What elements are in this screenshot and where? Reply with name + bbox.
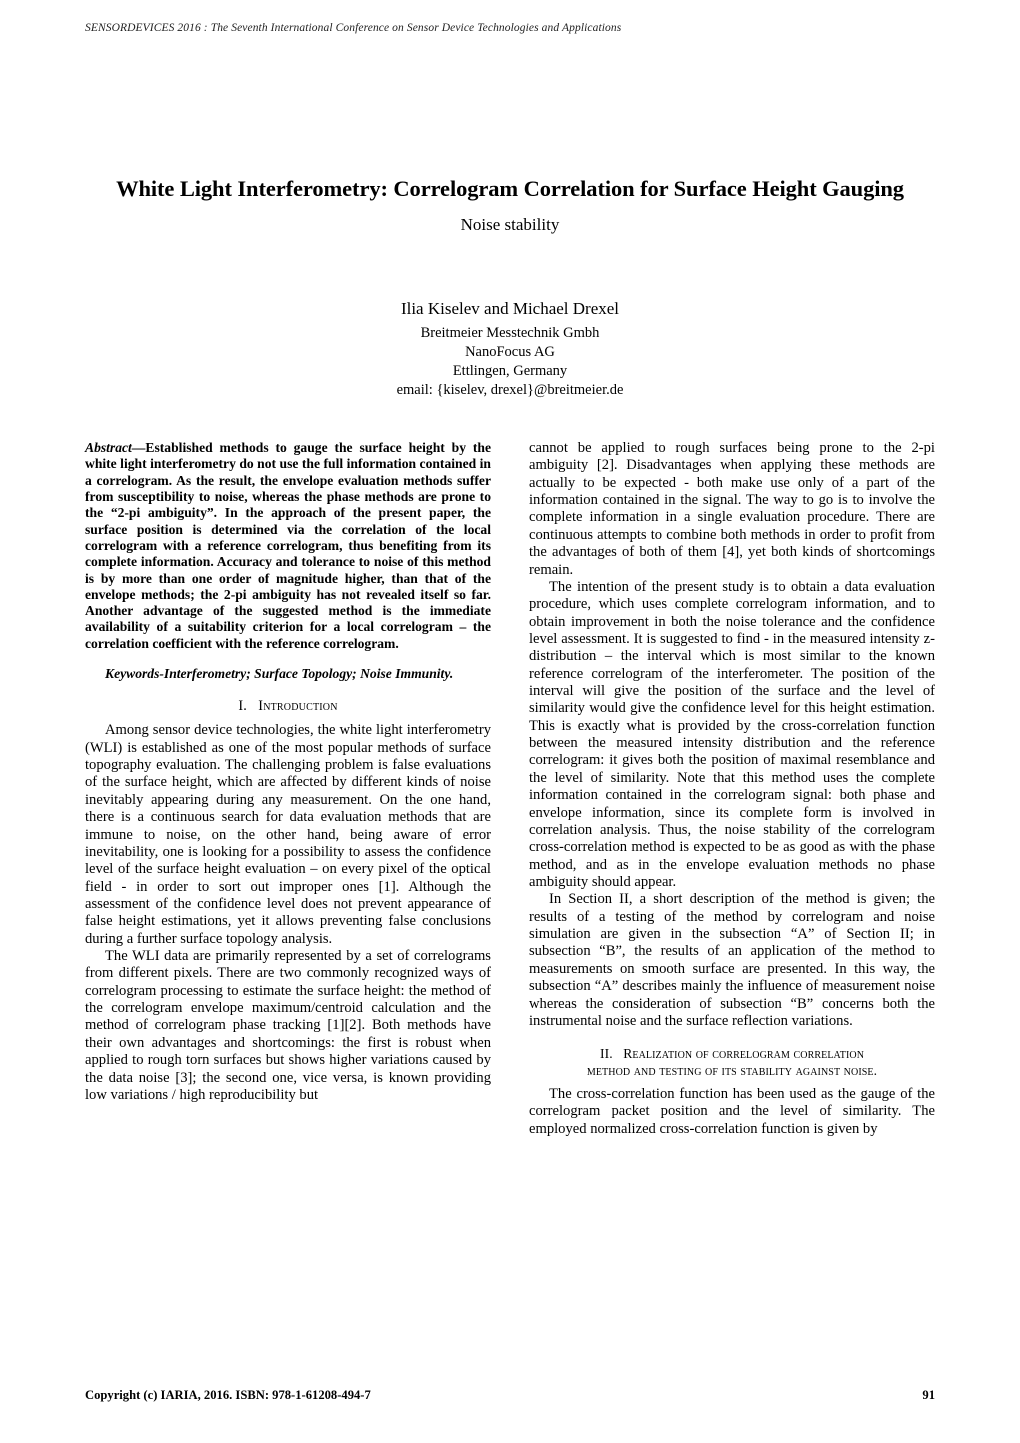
section-heading-realization	[529, 1046, 935, 1079]
running-header: SENSORDEVICES 2016 : The Seventh International Conference on Sensor Device Technologies and Applications	[85, 22, 622, 34]
abstract-label: Abstract—	[85, 440, 146, 455]
footer-copyright: Copyright (c) IARIA, 2016. ISBN: 978-1-61208-494-7	[85, 1388, 371, 1402]
abstract-paragraph	[85, 440, 491, 652]
affiliation-line-1: Breitmeier Messtechnik Gmbh	[420, 324, 600, 341]
intro-paragraph-2: The WLI data are primarily represented by a set of correlograms from different pixels. There are two commonly recognized ways of correlogram processing to estimate the surface height: the method of the correlogram envelope maximum/centroid calculation and the method of correlogram phase tracking [1][2]. Both methods have their own advantages and shortcomings: the first is robust when applied to rough torn surfaces but shows higher variations caused by the data noise [3]; the second one, vice versa, is known providing low variations / high reproducibility but	[85, 948, 491, 1103]
page-subtitle: Noise stability	[460, 215, 560, 235]
column-left	[85, 440, 491, 1104]
intro-paragraph-3: cannot be applied to rough surfaces being prone to the 2-pi ambiguity [2]. Disadvantages when applying these methods are actually to be expected - both make use only of a part of the information contained in the signal. The way to go is to involve the complete information in a single evaluation procedure. There are continuous attempts to combine both methods in order to profit from the advantages of both of them [4], yet both kinds of shortcomings remain.	[529, 440, 935, 578]
title-block	[85, 175, 935, 235]
realization-paragraph-1: The cross-correlation function has been used as the gauge of the correlogram packet position and the level of similarity. The employed normalized cross-correlation function is given by	[529, 1085, 935, 1137]
section-title-realization-line1: Realization of correlogram correlation	[623, 1046, 865, 1062]
page-title: White Light Interferometry: Correlogram Correlation for Surface Height Gauging	[116, 176, 904, 201]
section-title-introduction: Introduction	[258, 698, 338, 715]
abstract-text: Established methods to gauge the surface height by the white light interferometry do not use the full information contained in a correlogram. As the result, the envelope evaluation methods suffer from susceptibility to noise, whereas the phase methods are prone to the “2-pi ambiguity”. In the approach of the present paper, the surface position is determined via the correlation of the local correlogram with a reference correlogram, thus benefiting from its complete information. Accuracy and tolerance to noise of this method is by more than one order of magnitude higher, than that of the envelope methods; the 2-pi ambiguity has not revealed itself so far. Another advantage of the suggested method is the immediate availability of a suitability criterion for a local correlogram – the correlation coefficient with the reference correlogram.	[85, 440, 491, 651]
intro-paragraph-4: The intention of the present study is to obtain a data evaluation procedure, which uses complete correlogram information, and to obtain improvement in both the noise tolerance and the confidence level assessment. It is suggested to find - in the measured intensity z-distribution – the interval which is most similar to the known reference correlogram of the interferometer. The position of the interval will give the position of the surface and the level of similarity would give the confidence level for this height estimation. This is exactly what is provided by the cross-correlation function between the measured intensity distribution and the reference correlogram: it gives both the position of maximal resemblance and the level of similarity. Note that this method uses the complete information contained in the correlogram signal: both phase and envelope information, since its complete form is involved in correlation analysis. Thus, the noise stability of the correlogram cross-correlation method is expected to be as good as with the phase method, and as in the envelope evaluation methods no phase ambiguity should appear.	[529, 578, 935, 890]
keywords-paragraph: Keywords-Interferometry; Surface Topology; Noise Immunity.	[105, 666, 454, 682]
body-columns	[85, 440, 935, 1280]
section-heading-introduction	[85, 698, 491, 715]
author-email: email: {kiselev, drexel}@breitmeier.de	[396, 382, 624, 399]
section-number-introduction: I.	[238, 698, 248, 715]
intro-paragraph-1: Among sensor device technologies, the white light interferometry (WLI) is established as one of the most popular methods of surface topography evaluation. The challenging problem is false evaluations of the surface height, which are affected by different kinds of noise inevitably appearing during any measurement. On the one hand, there is a continuous search for data evaluation methods that are immune to noise, on the other hand, being aware of error inevitability, one is looking for a possibility to assess the confidence level of the surface height evaluation – on every pixel of the optical field - in order to sort out improper ones [1]. Although the assessment of the confidence level does not prevent appearance of false height estimations, yet it allows preventing false conclusions during a further surface topology analysis.	[85, 722, 491, 947]
author-names: Ilia Kiselev and Michael Drexel	[400, 299, 620, 318]
affiliation-line-3: Ettlingen, Germany	[452, 363, 568, 380]
section-title-realization-line2: method and testing of its stability against noise.	[586, 1062, 878, 1078]
affiliation-line-2: NanoFocus AG	[465, 343, 555, 360]
section-number-realization: II.	[599, 1046, 613, 1062]
authors-block	[85, 298, 935, 401]
intro-paragraph-5: In Section II, a short description of the method is given; the results of a testing of the method by correlogram and noise simulation are given in the subsection “A” of Section II; in subsection “B”, the results of an application of the method to measurements on smooth surface are presented. In this way, the subsection “A” describes mainly the influence of measurement noise whereas the consideration of subsection “B” concerns both the instrumental noise and the surface reflection variations.	[529, 891, 935, 1029]
column-right	[529, 440, 935, 1138]
footer-page-number: 91	[922, 1388, 935, 1402]
